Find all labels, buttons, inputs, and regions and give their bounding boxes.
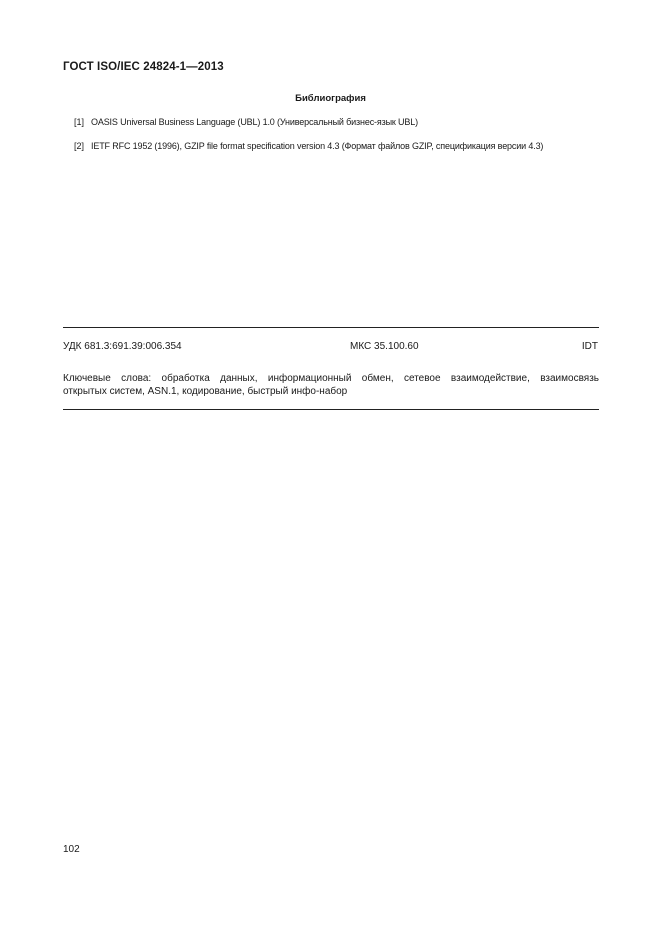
bibliography-item-text: IETF RFC 1952 (1996), GZIP file format specification version 4.3 (Формат файлов GZIP, спецификация версии 4.3): [91, 141, 544, 151]
bibliography-item-number: [2]: [74, 141, 85, 151]
divider-top: [63, 327, 599, 328]
classification-row: [63, 341, 599, 355]
keywords-line-1: Ключевые слова: обработка данных, информационный обмен, сетевое взаимодействие, взаимосвязь: [63, 373, 599, 384]
mks-code: МКС 35.100.60: [350, 341, 419, 352]
bibliography-item-text: OASIS Universal Business Language (UBL) 1.0 (Универсальный бизнес-язык UBL): [91, 117, 418, 127]
keywords-line-2: открытых систем, ASN.1, кодирование, быстрый инфо-набор: [63, 386, 348, 397]
udc-code: УДК 681.3:691.39:006.354: [63, 341, 182, 352]
degree-of-correspondence: IDT: [581, 341, 598, 352]
page-number: 102: [63, 844, 80, 855]
bibliography-item: [74, 141, 614, 165]
document-header: ГОСТ ISO/IEC 24824-1—2013: [63, 61, 224, 73]
bibliography-item: [74, 117, 614, 141]
bibliography-list: [74, 117, 614, 165]
keywords-block: [63, 372, 599, 398]
bibliography-item-number: [1]: [74, 117, 85, 127]
bibliography-title: Библиография: [295, 93, 366, 104]
divider-bottom: [63, 409, 599, 410]
